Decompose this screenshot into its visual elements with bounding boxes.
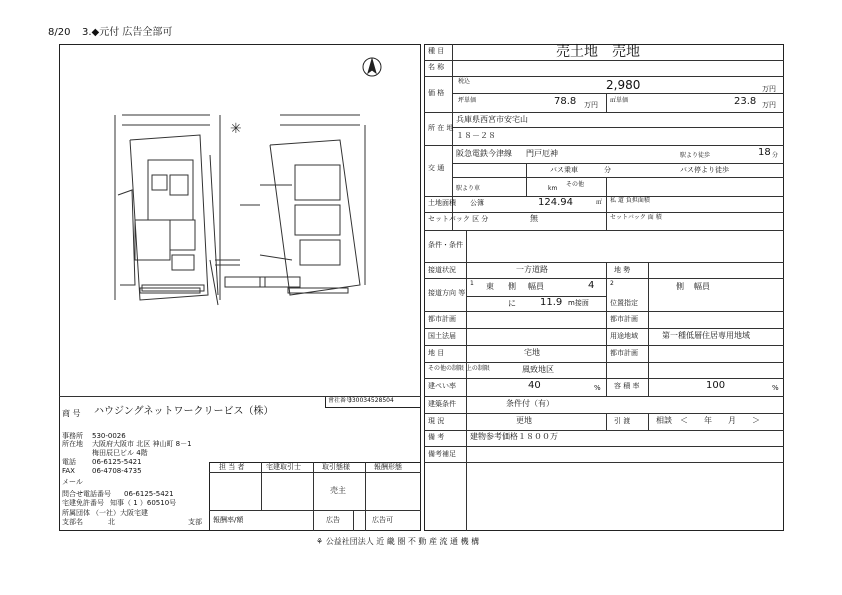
row-line	[424, 278, 784, 279]
status-value: 更地	[516, 416, 532, 425]
footer-org-text: 公益社団法人 近 畿 圏 不 動 産 流 通 機 構	[325, 537, 480, 546]
mail-label: メール	[62, 478, 83, 486]
contact-header-mode: 取引態様	[322, 463, 350, 471]
land-use-value: 第一種低層住居専用地域	[662, 331, 750, 340]
location-value: 兵庫県西宮市安宅山	[456, 115, 528, 124]
coverage-value: 40	[528, 380, 541, 391]
price-unit: 万円	[762, 85, 776, 93]
cell-line	[526, 163, 527, 196]
cell-line	[648, 262, 649, 396]
cond-value: 条件付（有）	[506, 399, 554, 408]
row-line	[424, 230, 784, 231]
row-line	[424, 430, 784, 431]
road-frontage-pre: に	[508, 299, 516, 308]
contact-header-agent: 宅建取引士	[266, 463, 301, 471]
road1-width-label: 幅員	[528, 282, 544, 291]
license-no: 330034528504	[348, 397, 394, 404]
contact-col-line	[365, 462, 366, 531]
footer-org	[316, 538, 479, 546]
road1-dir: 東	[486, 282, 494, 291]
tsubo-label: 坪単価	[458, 97, 477, 104]
addr2: 梅田辰巳ビル 4階	[92, 449, 148, 457]
cond-label: 建築条件	[428, 400, 456, 408]
road-frontage-unit: m接面	[568, 299, 589, 307]
row-line	[424, 462, 784, 463]
road1-width: 4	[588, 280, 595, 291]
setback-value: 無	[530, 214, 538, 223]
tsubo-value: 78.8	[554, 96, 577, 107]
svg-text:✳: ✳	[230, 121, 242, 137]
name-label: 名 称	[428, 63, 445, 71]
walk-unit: 分	[772, 152, 779, 159]
addr-label: 所在地	[62, 440, 83, 448]
license: 知事（ 1 ）60510号	[110, 499, 177, 507]
cell-line	[606, 413, 607, 430]
urban-label: 都市計画	[610, 315, 638, 323]
handover-label: 引 渡	[614, 417, 631, 425]
land-area: 124.94	[538, 197, 573, 208]
contact-row-line	[209, 472, 421, 473]
row-line	[452, 127, 784, 128]
station-value: 門戸厄神	[526, 149, 558, 158]
bus-label: バス乗車	[550, 166, 578, 174]
branch: 北	[108, 518, 115, 526]
contact-col-line	[261, 462, 262, 510]
assoc-label: 所属団体	[62, 509, 90, 517]
land-label: 土地面積	[428, 199, 456, 207]
setback-label: セットバック 区 分	[428, 215, 489, 223]
row-line	[424, 345, 784, 346]
contact-col-line	[313, 462, 314, 531]
line-value: 阪急電鉄今津線	[456, 149, 512, 158]
remarks-label: 備 考	[428, 433, 445, 441]
header-note: 3.◆元付 広告全部可	[82, 27, 173, 38]
row-line	[424, 262, 784, 263]
fax: 06-4708-4735	[92, 467, 142, 475]
city-plan-label: 都市計画	[428, 315, 456, 323]
row-line	[424, 311, 784, 312]
location-label: 所 在 地	[428, 124, 454, 132]
other-restrict-label: その他の制限 上の制限	[428, 365, 490, 372]
road1-side: 側	[508, 282, 516, 291]
road-label: 接道状況	[428, 266, 456, 274]
m2-unit: 万円	[762, 101, 776, 109]
row-line	[424, 362, 784, 363]
road-value: 一方道路	[516, 265, 548, 274]
ad-label: 広告	[326, 516, 340, 524]
inquiry-label: 問合せ電話番号	[62, 490, 111, 498]
row-line	[424, 413, 784, 414]
row-line	[424, 76, 784, 77]
price-value: 2,980	[606, 78, 641, 92]
fax-label: FAX	[62, 467, 75, 475]
setback-area-label: セットバック 面 積	[610, 214, 662, 221]
far-label: 容 積 率	[614, 382, 640, 390]
label-column-line	[466, 230, 467, 430]
contact-col-line	[353, 510, 354, 531]
coverage-label: 建ぺい率	[428, 382, 456, 390]
tsubo-unit: 万円	[584, 101, 598, 109]
tel-label: 電話	[62, 458, 76, 466]
lot-value: １８－２８	[456, 131, 496, 140]
cell-line	[648, 413, 649, 430]
m2-value: 23.8	[734, 96, 757, 107]
footer-logo-icon: ⚘	[316, 537, 326, 546]
assoc: （一社）大阪宅建	[92, 509, 148, 517]
far-value: 100	[706, 380, 726, 391]
price-sub: 税込	[458, 78, 471, 85]
row-line	[424, 60, 784, 61]
coverage-unit: %	[594, 384, 601, 392]
remarks-value: 建物参考価格１８００万	[470, 432, 558, 441]
company-name: ハウジングネットワークリービス（株）	[94, 406, 274, 417]
contact-mode-value: 売主	[330, 486, 346, 495]
type-value: 売土地 売地	[556, 44, 640, 60]
row-line	[424, 112, 784, 113]
inquiry: 06-6125-5421	[124, 490, 174, 498]
m2-label: ㎡単価	[610, 97, 629, 104]
bus-walk-label: バス停より徒歩	[680, 166, 729, 174]
company-divider	[59, 396, 421, 397]
ad-value: 広告可	[372, 516, 393, 524]
other-label: その他	[566, 181, 585, 188]
row-line	[424, 212, 784, 213]
city-plan-label-2: 都市計画	[610, 349, 638, 357]
walk-label: 駅より徒歩	[680, 152, 711, 159]
road2-width-label: 幅員	[694, 282, 710, 291]
road2-side: 側	[676, 282, 684, 291]
license-label: 宅建免許番号	[62, 499, 104, 507]
row-line	[424, 196, 784, 197]
row-line	[424, 378, 784, 379]
land-use-label: 用途地域	[610, 332, 638, 340]
traffic-label: 交 通	[428, 164, 445, 172]
cell-line	[606, 262, 607, 396]
header-date: 8/20	[48, 27, 71, 38]
remarks2-label: 備考補足	[428, 450, 456, 458]
road2-no: 2	[610, 280, 614, 287]
cell-line	[606, 177, 607, 196]
cell-line	[606, 196, 607, 230]
contact-header-person: 担 当 者	[219, 463, 245, 471]
land-unit: ㎡	[596, 199, 603, 206]
private-road-label: 私 道 負担面積	[610, 197, 650, 204]
contact-row-line	[209, 510, 421, 511]
conditions-label: 条件・条件	[428, 241, 463, 249]
road-frontage: 11.9	[540, 297, 563, 308]
row-line	[424, 446, 784, 447]
fee-label: 報酬率/額	[213, 516, 244, 524]
status-label: 現 況	[428, 417, 445, 425]
type-label: 種 目	[428, 47, 445, 55]
car-label: 駅より車	[456, 185, 481, 192]
car-unit: km	[548, 185, 558, 192]
row-line	[424, 145, 784, 146]
contact-header-fee: 報酬形態	[374, 463, 402, 471]
road1-no: 1	[470, 280, 474, 287]
other-restrict-value: 風致地区	[522, 365, 554, 374]
designation-label: 位置指定	[610, 299, 638, 307]
row-line	[424, 328, 784, 329]
land-type: 公簿	[470, 199, 484, 207]
cell-line	[606, 93, 607, 112]
row-line	[452, 93, 784, 94]
branch-suffix: 支部	[188, 518, 202, 526]
far-unit: %	[772, 384, 779, 392]
row-line	[466, 296, 606, 297]
row-line	[452, 177, 784, 178]
postal: 530-0026	[92, 432, 126, 440]
price-label: 価 格	[428, 89, 445, 97]
restriction-label: 国土法届	[428, 332, 456, 340]
company-section-label: 商 号	[62, 409, 81, 418]
bus-unit: 分	[604, 166, 611, 174]
addr1: 大阪府大阪市 北区 神山町 8－1	[92, 440, 192, 448]
tel: 06-6125-5421	[92, 458, 142, 466]
floor-plan-image	[60, 45, 420, 395]
walk-value: 18	[758, 147, 771, 158]
zone-value: 宅地	[524, 348, 540, 357]
handover-value: 相談 ＜ 年 月 ＞	[656, 416, 760, 425]
road-dir-label: 接道方向 等	[428, 289, 466, 297]
row-line	[452, 163, 784, 164]
row-line	[424, 396, 784, 397]
terrain-label: 地 勢	[614, 266, 631, 274]
license-no-label: 會社番号	[328, 397, 353, 404]
branch-label: 支部名	[62, 518, 83, 526]
postal-label: 事務所	[62, 432, 83, 440]
zone-label: 地 目	[428, 349, 445, 357]
